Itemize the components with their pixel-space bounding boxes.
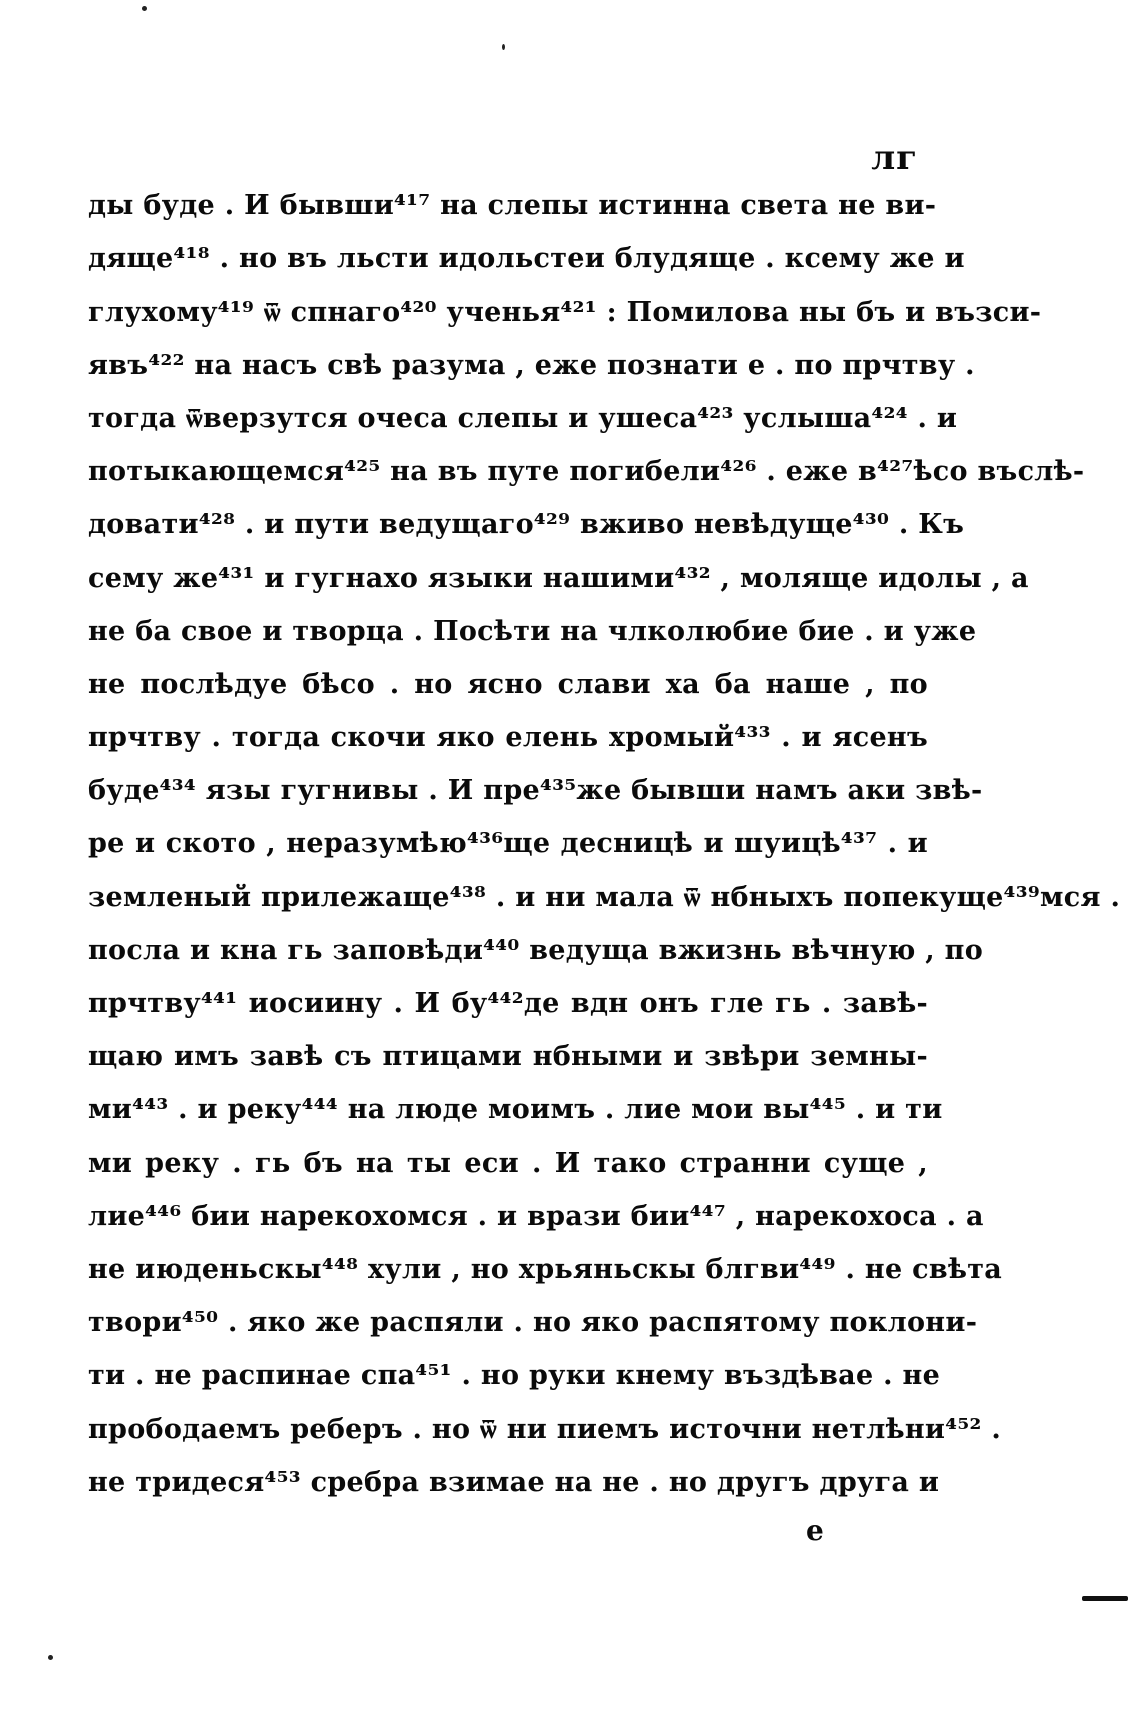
text-line	[88, 598, 977, 651]
line-text: глухому⁴¹⁹ ѿ спнаго⁴²⁰ ученья⁴²¹ : Помилова ны бъ и възси-	[88, 296, 1042, 328]
text-line	[88, 651, 928, 704]
line-text: щаю имъ завѣ съ птицами нбными и звѣри земны-	[88, 1041, 928, 1073]
text-line	[88, 1076, 943, 1129]
line-text: дяще⁴¹⁸ . но въ льсти идольстеи блудяще . ксему же и	[88, 243, 965, 275]
ink-speck	[142, 6, 147, 11]
line-text: потыкающемся⁴²⁵ на въ путе погибели⁴²⁶ . еже в⁴²⁷ѣсо въслѣ-	[88, 456, 1085, 488]
line-text: твори⁴⁵⁰ . яко же распяли . но яко распятому поклони-	[88, 1307, 978, 1339]
line-text: прчтву⁴⁴¹ иосиину . И бу⁴⁴²де вдн онъ гле гь . завѣ-	[88, 988, 928, 1019]
catchword: е	[806, 1514, 824, 1547]
text-line	[88, 438, 1085, 491]
line-text: ды буде . И бывши⁴¹⁷ на слепы истинна света не ви-	[88, 190, 937, 222]
text-line	[88, 332, 975, 385]
line-text: ми реку . гь бъ на ты еси . И тако странни суще ,	[88, 1147, 928, 1179]
line-text: посла и кна гь заповѣди⁴⁴⁰ ведуща вжизнь вѣчную , по	[88, 934, 984, 966]
text-line	[88, 172, 937, 225]
line-text: лие⁴⁴⁶ бии нарекохомся . и врази бии⁴⁴⁷ , нарекохоса . а	[88, 1200, 984, 1232]
ink-speck	[48, 1655, 53, 1660]
line-text: прчтву . тогда скочи яко елень хромый⁴³³ . и ясенъ	[88, 722, 928, 754]
text-line	[88, 385, 958, 438]
text-line	[88, 810, 928, 863]
margin-dash	[1082, 1596, 1128, 1601]
line-text: не ба свое и творца . Посѣти на члколюбие бие . и уже	[88, 615, 977, 647]
line-text: земленый прилежаще⁴³⁸ . и ни мала ѿ нбныхъ попекуще⁴³⁹мся .	[88, 881, 1121, 913]
text-line	[88, 491, 965, 544]
line-text: тогда ѿверзутся очеса слепы и ушеса⁴²³ услыша⁴²⁴ . и	[88, 402, 958, 434]
text-line	[88, 970, 928, 1023]
text-line	[88, 863, 1121, 916]
line-text: сему же⁴³¹ и гугнахо языки нашими⁴³² , моляще идолы , а	[88, 562, 1029, 594]
line-text: не послѣдуе бѣсо . но ясно слави ха ба наше , по	[88, 668, 928, 700]
line-text: прободаемъ реберъ . но ѿ ни пиемъ источни нетлѣни⁴⁵² .	[88, 1413, 1002, 1445]
folio-number: лг	[871, 138, 918, 178]
line-text: явъ⁴²² на насъ свѣ разума , еже познати е . по прчтву .	[88, 349, 975, 381]
line-text: буде⁴³⁴ язы гугнивы . И пре⁴³⁵же бывши намъ аки звѣ-	[88, 775, 983, 807]
text-line	[88, 544, 1029, 597]
line-text: не тридеся⁴⁵³ сребра взимае на не . но другъ друга и	[88, 1466, 940, 1498]
text-line	[88, 1289, 978, 1342]
text-line	[88, 1129, 928, 1182]
line-text: ми⁴⁴³ . и реку⁴⁴⁴ на люде моимъ . лие мои вы⁴⁴⁵ . и ти	[88, 1094, 943, 1126]
text-block	[88, 172, 1121, 1502]
text-line	[88, 1183, 984, 1236]
text-line	[88, 278, 1042, 331]
text-line	[88, 1023, 928, 1076]
text-line	[88, 1449, 940, 1502]
text-line	[88, 1236, 1003, 1289]
text-line	[88, 225, 965, 278]
text-line	[88, 1342, 941, 1395]
ink-speck	[502, 44, 505, 50]
text-line	[88, 757, 983, 810]
line-text: ти . не распинае спа⁴⁵¹ . но руки кнему въздѣвае . не	[88, 1360, 941, 1392]
text-line	[88, 1395, 1002, 1448]
line-text: довати⁴²⁸ . и пути ведущаго⁴²⁹ вживо невѣдуще⁴³⁰ . Къ	[88, 509, 965, 541]
line-text: ре и ското , неразумѣю⁴³⁶ще десницѣ и шуицѣ⁴³⁷ . и	[88, 828, 928, 860]
text-line	[88, 704, 928, 757]
line-text: не июденьскы⁴⁴⁸ хули , но хрьяньскы блгви⁴⁴⁹ . не свѣта	[88, 1253, 1003, 1285]
text-line	[88, 917, 984, 970]
